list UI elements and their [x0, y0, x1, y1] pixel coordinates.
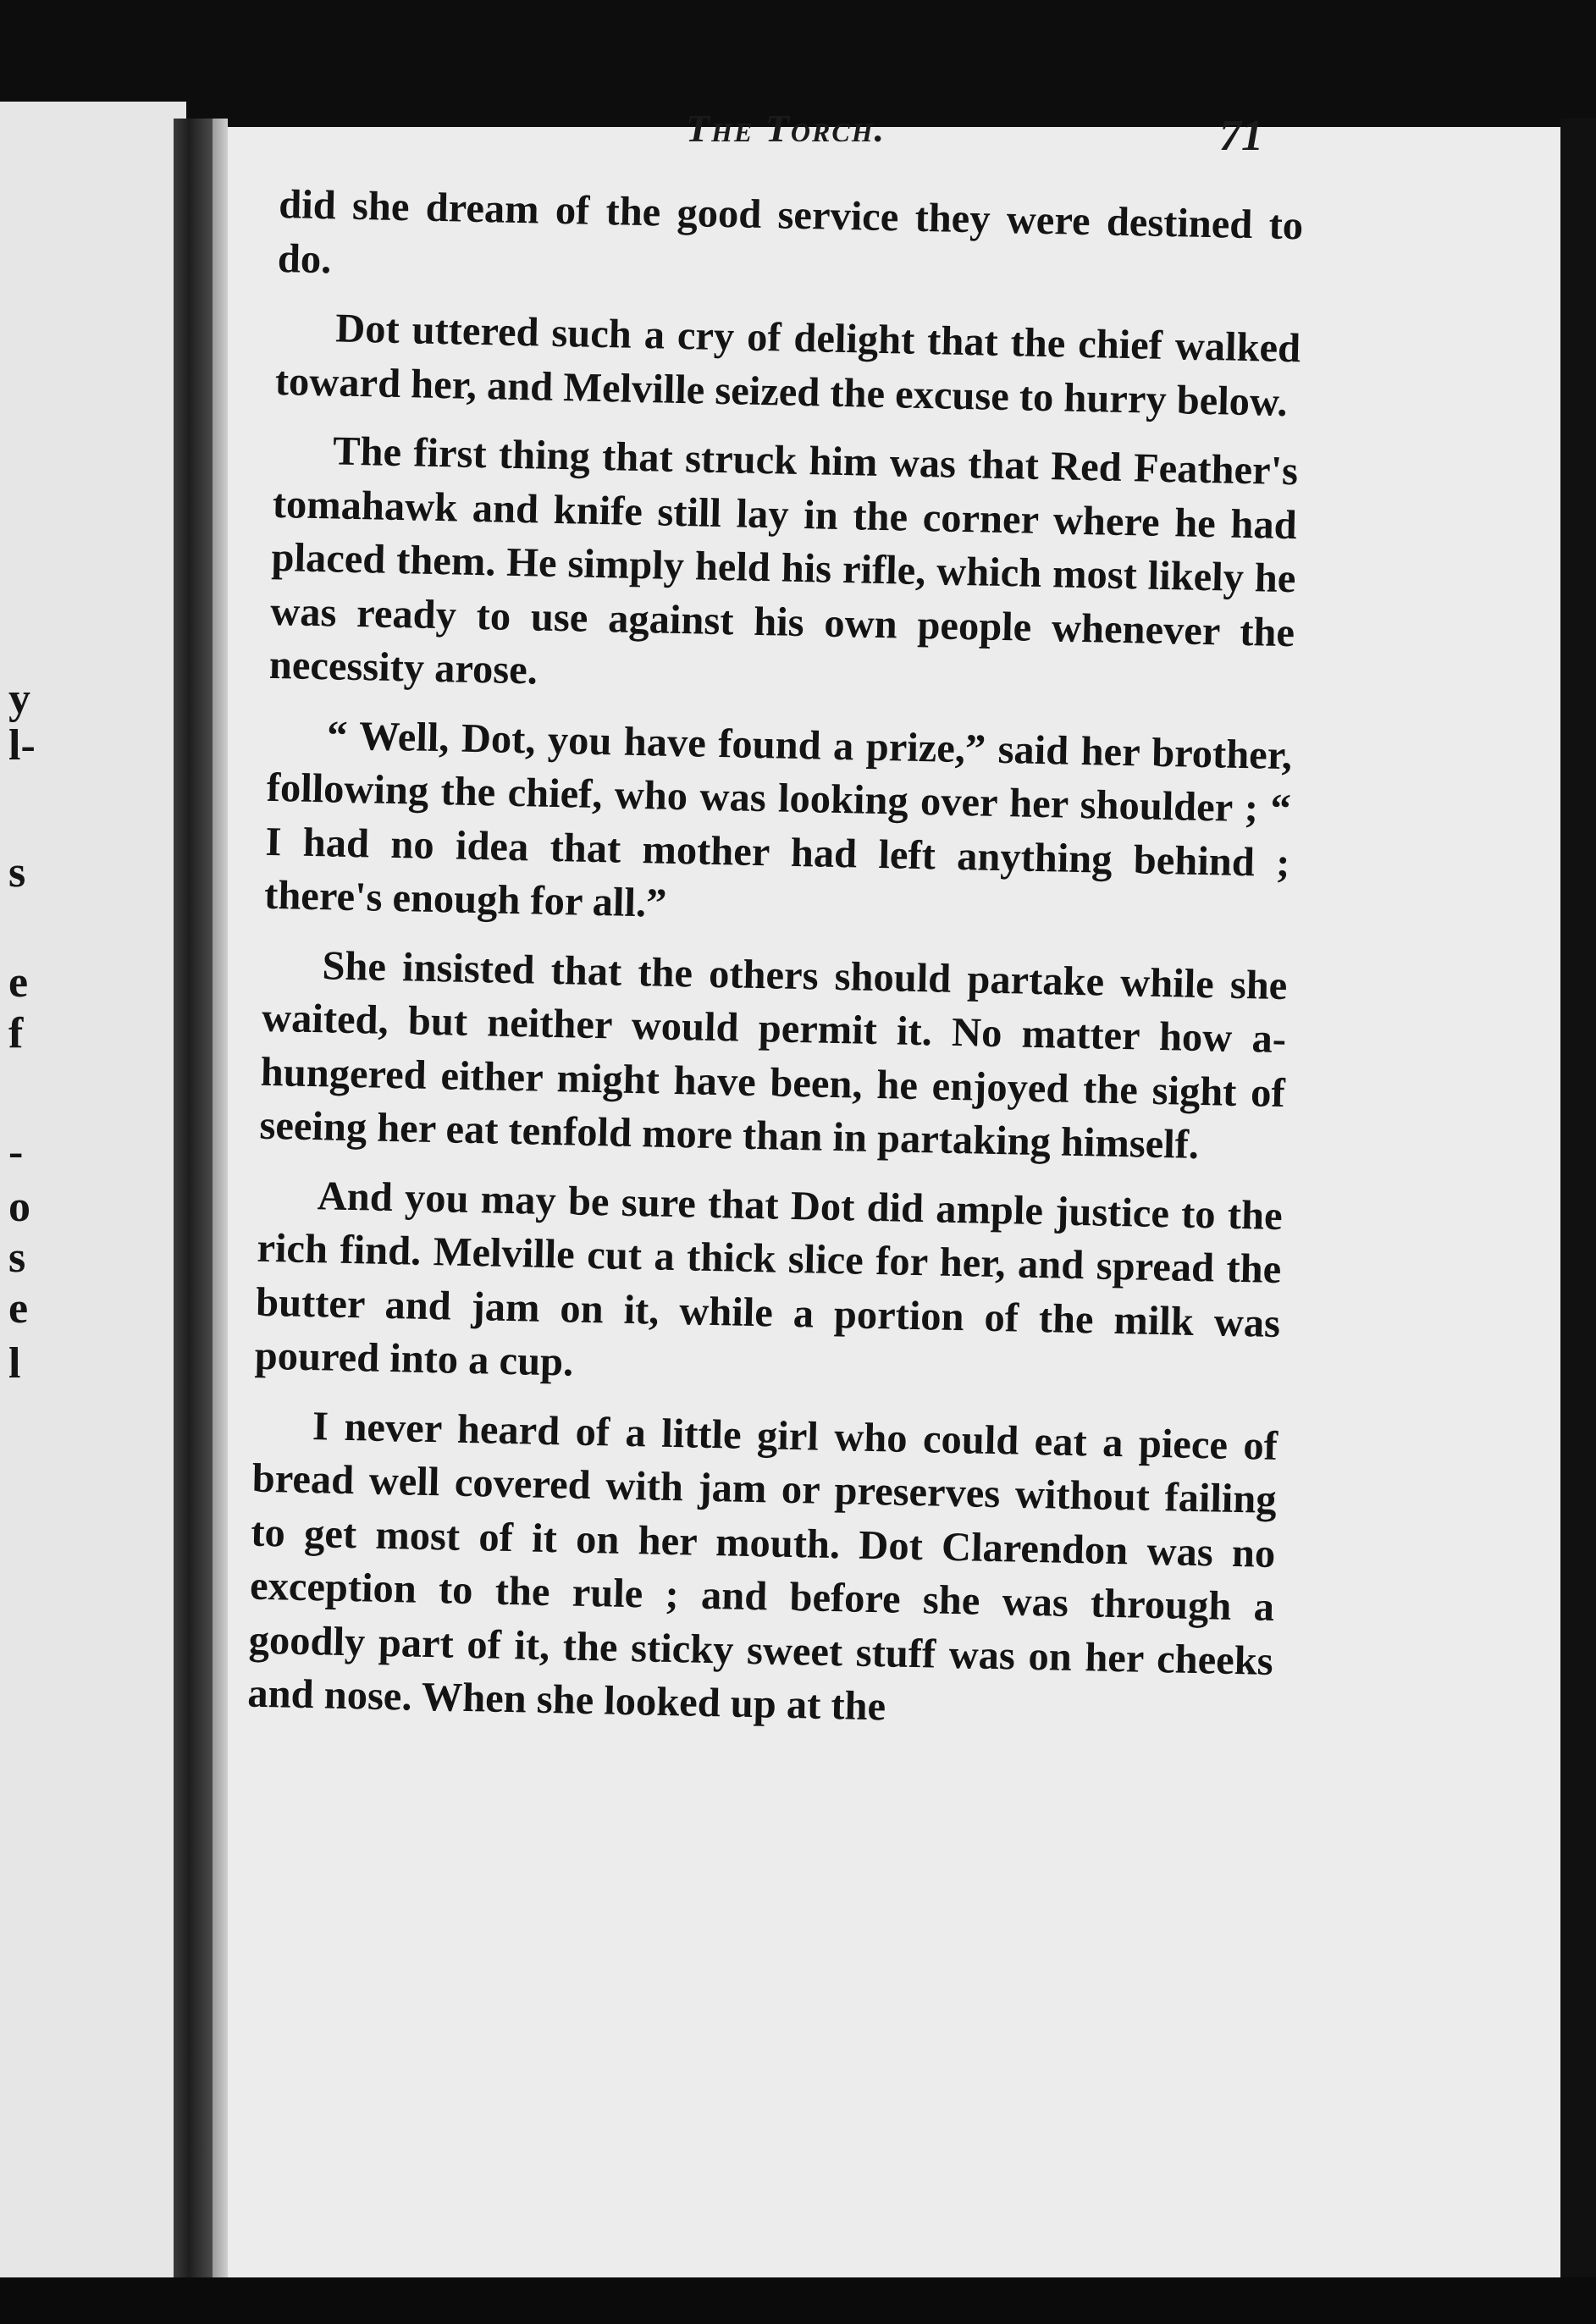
- scan-bottom-border: [0, 2277, 1596, 2324]
- facing-page-fragment: f: [8, 1009, 24, 1057]
- paragraph: She insisted that the others should partake while she waited, but neither would permit it. No matter how a-hungered either might have been, he enjoyed the sight of seeing her eat tenfold more than in partaking himself.: [259, 942, 1288, 1168]
- facing-page-fragment: l-: [8, 721, 36, 770]
- scan-right-border: [1560, 119, 1596, 2286]
- running-head: The Torch.: [686, 107, 886, 150]
- paragraph: “ Well, Dot, you have found a prize,” said her brother, following the chief, who was looking over her shoulder ; “ I had no idea that mother had left anything behind ; there's enough for all.”: [263, 712, 1293, 926]
- paragraph: The first thing that struck him was that Red Feather's tomahawk and knife still lay in the corner where he had placed them. He simply held his rifle, which most likely he was ready to use against his own people whenever the necessity arose.: [268, 428, 1299, 693]
- facing-page-edge: [0, 102, 186, 2290]
- book-gutter-shadow: [213, 119, 228, 2294]
- facing-page-fragment: s: [8, 848, 26, 897]
- facing-page-fragment: e: [8, 1284, 29, 1333]
- facing-page-fragment: l: [8, 1339, 21, 1388]
- facing-page-fragment: y: [8, 675, 30, 723]
- paragraph: Dot uttered such a cry of delight that the chief walked toward her, and Melville seized the excuse to hurry below.: [274, 306, 1301, 425]
- facing-page-fragment: -: [8, 1128, 24, 1176]
- facing-page-fragment: e: [8, 958, 29, 1007]
- page-number: 71: [1219, 112, 1263, 160]
- paragraph: And you may be sure that Dot did ample justice to the rich find. Melville cut a thick slice for her, and spread the butter and jam on it, while a portion of the milk was poured into a cup.: [254, 1173, 1284, 1385]
- facing-page-fragment: o: [8, 1183, 30, 1231]
- facing-page-fragment: s: [8, 1234, 26, 1282]
- paragraph: I never heard of a little girl who could eat a piece of bread well covered with jam or preserves without failing to get most of it on her mouth. Dot Clarendon was no exception to the rule ; and before she was through a goodly part of it, the sticky sweet stuff was on her cheeks and nose. When she looked up at the: [246, 1403, 1278, 1730]
- page-header: [449, 106, 1295, 165]
- body-text: [246, 178, 1303, 1757]
- book-gutter: [174, 119, 213, 2294]
- paragraph: did she dream of the good service they were destined to do.: [277, 181, 1304, 282]
